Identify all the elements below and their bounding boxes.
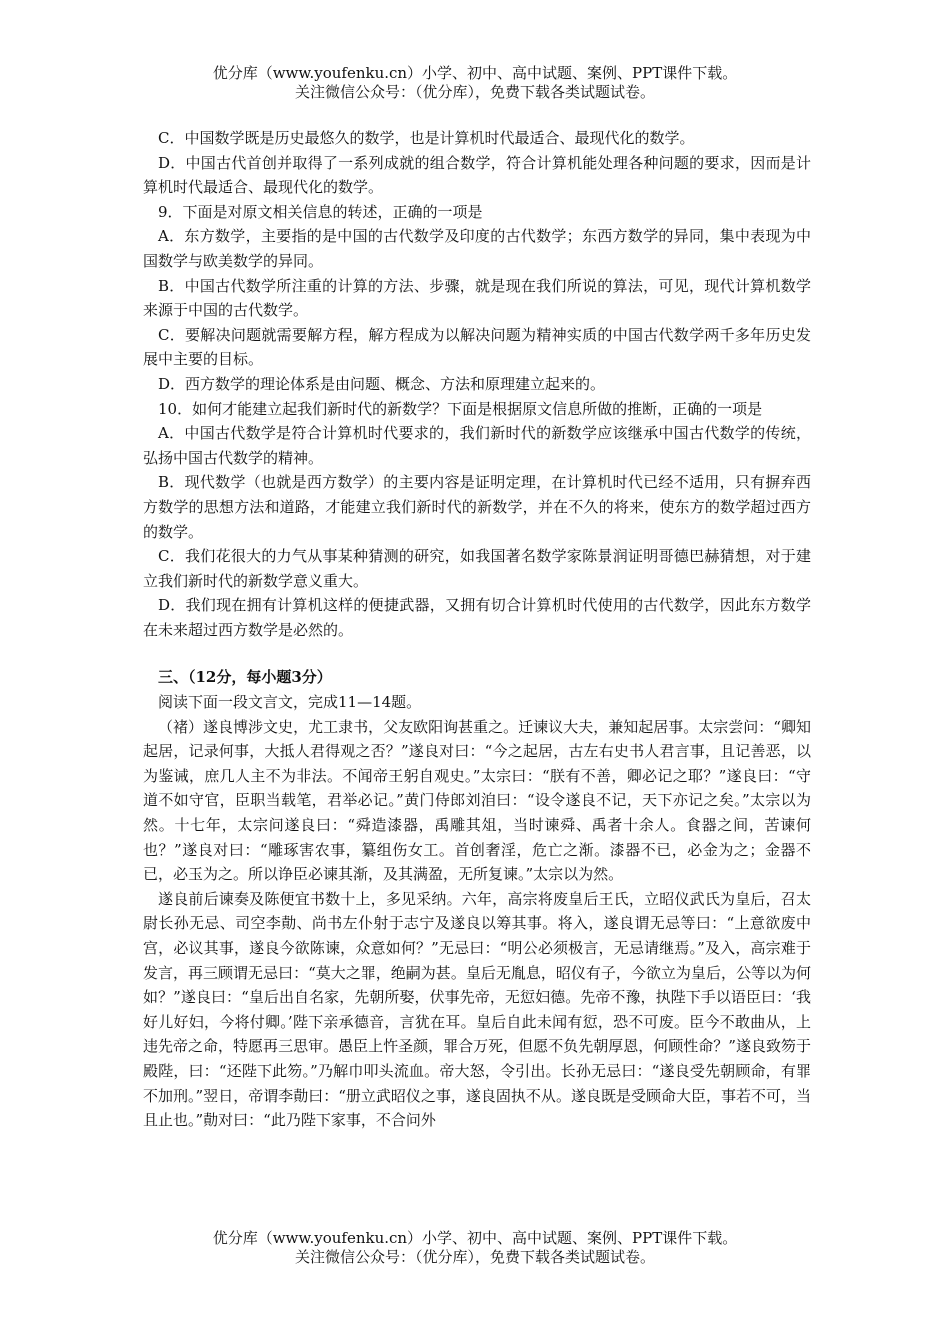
q10-stem: 10．如何才能建立起我们新时代的新数学？下面是根据原文信息所做的推断，正确的一项是 bbox=[158, 399, 763, 418]
document-body bbox=[143, 126, 811, 1133]
q10-option-d: D．我们现在拥有计算机这样的便捷武器，又拥有切合计算机时代使用的古代数学，因此东方数学在未来超过西方数学是必然的。 bbox=[143, 596, 811, 639]
classical-passage-paragraph-1: （褚）遂良博涉文史，尤工隶书，父友欧阳询甚重之。迁谏议大夫，兼知起居事。太宗尝问：“卿知起居，记录何事，大抵人君得观之否？”遂良对曰：“今之起居，古左右史书人君言事，且记善恶，以为鉴诫，庶几人主不为非法。不闻帝王躬自观史。”太宗曰：“朕有不善，卿必记之耶？”遂良曰：“守道不如守官，臣职当载笔，君举必记。”黄门侍郎刘洎曰：“设令遂良不记，天下亦记之矣。”太宗以为然。十七年，太宗问遂良曰：“舜造漆器，禹雕其俎，当时谏舜、禹者十余人。食器之间，苦谏何也？”遂良对曰：“雕琢害农事，纂组伤女工。首创奢淫，危亡之渐。漆器不已，必金为之；金器不已，必玉为之。所以诤臣必谏其渐，及其满盈，无所复谏。”太宗以为然。 bbox=[143, 717, 811, 884]
q9-option-b: B．中国古代数学所注重的计算的方法、步骤，就是现在我们所说的算法，可见，现代计算机数学来源于中国的古代数学。 bbox=[143, 276, 811, 320]
q8-option-d: D．中国古代首创并取得了一系列成就的组合数学，符合计算机能处理各种问题的要求，因而是计算机时代最适合、最现代化的数学。 bbox=[143, 153, 811, 197]
header-line-2: 关注微信公众号：（优分库），免费下载各类试题试卷。 bbox=[294, 83, 655, 101]
q8-option-c: C．中国数学既是历史最悠久的数学，也是计算机时代最适合、最现代化的数学。 bbox=[158, 129, 695, 147]
q10-option-b: B．现代数学（也就是西方数学）的主要内容是证明定理，在计算机时代已经不适用，只有摒弃西方数学的思想方法和道路，才能建立我们新时代的新数学，并在不久的将来，使东方的数学超过西方的数学。 bbox=[143, 473, 811, 541]
q9-option-d: D．西方数学的理论体系是由问题、概念、方法和原理建立起来的。 bbox=[158, 374, 606, 393]
section-3-heading: 三、（12分，每小题3分） bbox=[158, 668, 332, 687]
classical-passage-paragraph-2: 遂良前后谏奏及陈便宜书数十上，多见采纳。六年，高宗将废皇后王氏，立昭仪武氏为皇后，召太尉长孙无忌、司空李勣、尚书左仆射于志宁及遂良以筹其事。将入，遂良谓无忌等曰：“上意欲废中宫，必议其事，遂良今欲陈谏，众意如何？”无忌曰：“明公必须极言，无忌请继焉。”及入，高宗难于发言，再三顾谓无忌曰：“莫大之罪，绝嗣为甚。皇后无胤息，昭仪有子，今欲立为皇后，公等以为何如？”遂良曰：“皇后出自名家，先朝所娶，伏事先帝，无愆妇德。先帝不豫，执陛下手以语臣曰：‘我好儿好妇，今将付卿。’陛下亲承德音，言犹在耳。皇后自此未闻有愆，恐不可废。臣今不敢曲从，上违先帝之命，特愿再三思审。愚臣上忤圣颜，罪合万死，但愿不负先朝厚恩，何顾性命？”遂良致笏于殿陛，曰：“还陛下此笏。”乃解巾叩头流血。帝大怒，令引出。长孙无忌曰：“遂良受先朝顾命，有罪不加刑。”翌日，帝谓李勣曰：“册立武昭仪之事，遂良固执不从。遂良既是受顾命大臣，事若不可，当且止也。”勣对曰：“此乃陛下家事，不合问外 bbox=[143, 889, 811, 1130]
footer-line-1: 优分库（www.youfenku.cn）小学、初中、高中试题、案例、PPT课件下载。 bbox=[212, 1229, 738, 1247]
header-line-1: 优分库（www.youfenku.cn）小学、初中、高中试题、案例、PPT课件下载。 bbox=[212, 64, 738, 82]
section-spacer bbox=[143, 642, 811, 665]
q10-option-c: C．我们花很大的力气从事某种猜测的研究，如我国著名数学家陈景润证明哥德巴赫猜想，对于建立我们新时代的新数学意义重大。 bbox=[143, 547, 811, 590]
q9-option-c: C．要解决问题就需要解方程，解方程成为以解决问题为精神实质的中国古代数学两千多年历史发展中主要的目标。 bbox=[143, 325, 811, 369]
footer-line-2: 关注微信公众号：（优分库），免费下载各类试题试卷。 bbox=[294, 1248, 655, 1266]
page-header bbox=[0, 64, 950, 102]
section-3-intro: 阅读下面一段文言文，完成11—14题。 bbox=[158, 693, 422, 712]
q9-stem: 9．下面是对原文相关信息的转述，正确的一项是 bbox=[158, 202, 483, 221]
page-footer bbox=[0, 1229, 950, 1267]
q9-option-a: A．东方数学，主要指的是中国的古代数学及印度的古代数学；东西方数学的异同，集中表现为中国数学与欧美数学的异同。 bbox=[143, 227, 811, 270]
q10-option-a: A．中国古代数学是符合计算机时代要求的，我们新时代的新数学应该继承中国古代数学的传统，弘扬中国古代数学的精神。 bbox=[143, 424, 811, 467]
